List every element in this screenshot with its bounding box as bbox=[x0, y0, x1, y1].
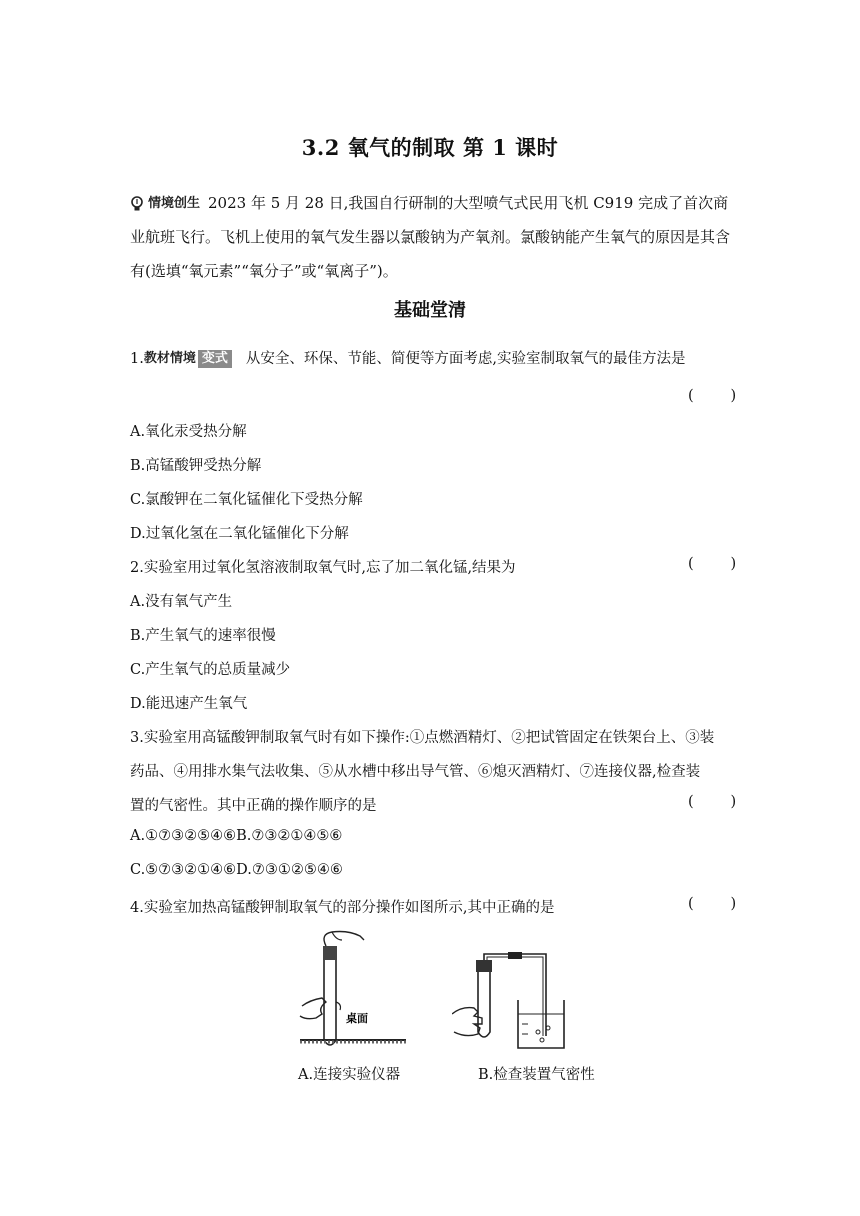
figure-a-connect-apparatus bbox=[296, 928, 416, 1056]
figure-b-caption: B.检查装置气密性 bbox=[478, 1067, 595, 1083]
q3-stem-line2: 药品、④用排水集气法收集、⑤从水槽中移出导气管、⑥熄灭酒精灯、⑦连接仪器,检查装 bbox=[130, 764, 701, 780]
figure-a-caption: A.连接实验仪器 bbox=[298, 1067, 401, 1083]
q3-options-row2: C.⑤⑦③②①④⑥D.⑦③①②⑤④⑥ bbox=[130, 862, 343, 878]
q1-text: 从安全、环保、节能、简便等方面考虑,实验室制取氧气的最佳方法是 bbox=[245, 351, 686, 367]
q3-answer-paren[interactable]: ( ) bbox=[688, 794, 737, 810]
q3-options-row1: A.①⑦③②⑤④⑥B.⑦③②①④⑤⑥ bbox=[130, 828, 343, 844]
q4-answer-paren[interactable]: ( ) bbox=[688, 896, 737, 912]
q3-stem-line1: 3.实验室用高锰酸钾制取氧气时有如下操作:①点燃酒精灯、②把试管固定在铁架台上、③装 bbox=[130, 730, 715, 746]
scene-badge bbox=[130, 195, 200, 213]
q1-option-d: D.过氧化氢在二氧化锰催化下分解 bbox=[130, 526, 349, 542]
variant-badge: 变式 bbox=[198, 350, 232, 368]
textbook-badge: 教材情境 bbox=[143, 351, 196, 366]
q4-stem: 4.实验室加热高锰酸钾制取氧气的部分操作如图所示,其中正确的是 bbox=[130, 900, 555, 916]
q1-option-b: B.高锰酸钾受热分解 bbox=[130, 458, 262, 474]
q2-option-b: B.产生氧气的速率很慢 bbox=[130, 628, 276, 644]
page-title: 3.2 氧气的制取 第 1 课时 bbox=[301, 135, 559, 160]
figure-b-check-airtightness bbox=[452, 950, 572, 1054]
q2-option-c: C.产生氧气的总质量减少 bbox=[130, 662, 291, 678]
q1-option-c: C.氯酸钾在二氧化锰催化下受热分解 bbox=[130, 492, 363, 508]
section-title: 基础堂清 bbox=[394, 300, 466, 321]
q2-option-d: D.能迅速产生氧气 bbox=[130, 696, 248, 712]
q1-stem bbox=[130, 347, 685, 368]
q2-option-a: A.没有氧气产生 bbox=[130, 594, 233, 610]
q2-answer-paren[interactable]: ( ) bbox=[688, 556, 737, 572]
q1-answer-paren[interactable]: ( ) bbox=[688, 388, 737, 404]
q3-stem-line3: 置的气密性。其中正确的操作顺序的是 bbox=[130, 798, 377, 814]
intro-paragraph bbox=[130, 186, 730, 288]
q1-option-a: A.氧化汞受热分解 bbox=[130, 424, 247, 440]
scene-badge-label: 情境创生 bbox=[148, 196, 201, 211]
intro-text: 2023 年 5 月 28 日,我国自行研制的大型喷气式民用飞机 C919 完成了首次商业航班飞行。飞机上使用的氧气发生器以氯酸钠为产氧剂。氯酸钠能产生氧气的原因是其含有(选填“氧元素”“氧分子”或“氧离子”)。 bbox=[130, 194, 731, 280]
desk-label: 桌面 bbox=[346, 1012, 368, 1025]
q1-number: 1. bbox=[130, 351, 144, 367]
lightbulb-icon bbox=[130, 196, 144, 212]
q2-stem: 2.实验室用过氧化氢溶液制取氧气时,忘了加二氧化锰,结果为 bbox=[130, 560, 516, 576]
